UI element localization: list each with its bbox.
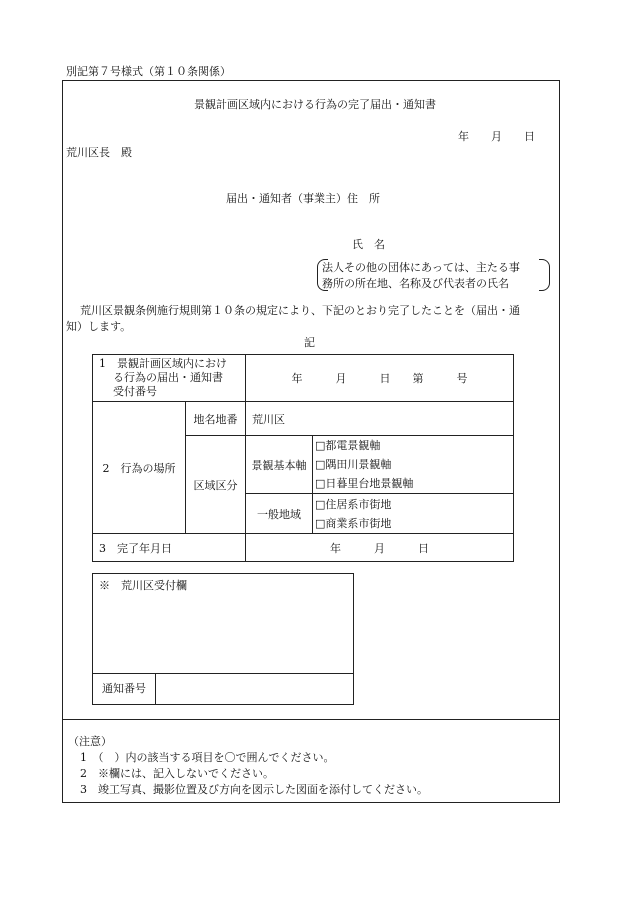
corp-note-line1: 法人その他の団体にあっては、主たる事 [322, 261, 520, 274]
place-name-value[interactable]: 荒川区 [246, 402, 514, 436]
form-number: 別記第７号様式（第１０条関係） [66, 65, 231, 78]
row3-label: 3 完了年月日 [93, 534, 246, 562]
addressee: 荒川区長 殿 [66, 146, 132, 159]
details-table [92, 354, 514, 562]
row1-label-l2: る行為の届出・通知書 [113, 371, 223, 384]
row2-label: 2 行為の場所 [93, 402, 186, 534]
checkbox-toden[interactable]: □都電景観軸 [315, 439, 381, 452]
notes-header: （注意） [68, 735, 112, 748]
corp-note-line2: 務所の所在地、名称及び代表者の氏名 [322, 277, 509, 290]
notification-number-label: 通知番号 [93, 674, 156, 704]
body-line2: 知）します。 [66, 320, 132, 333]
row3-value[interactable]: 年 月 日 [246, 534, 514, 562]
note-item-2: 2 ※欄には、記入しないでください。 [80, 767, 274, 780]
axis-label: 景観基本軸 [246, 436, 313, 494]
row1-label-l3: 受付番号 [113, 385, 157, 398]
date-line: 年 月 日 [458, 130, 535, 143]
row1-value[interactable]: 年 月 日 第 号 [246, 355, 514, 402]
reception-box [92, 573, 354, 705]
form-title: 景観計画区域内における行為の完了届出・通知書 [194, 98, 436, 111]
ki-label: 記 [304, 336, 315, 349]
notification-number-row [93, 673, 353, 704]
general-label: 一般地域 [246, 494, 313, 534]
address-label: 届出・通知者（事業主）住 所 [226, 192, 380, 205]
row1-label [93, 355, 246, 402]
checkbox-commercial[interactable]: □商業系市街地 [315, 516, 392, 530]
row1-label-l1: 1 景観計画区域内におけ [99, 357, 227, 370]
place-name-label: 地名地番 [186, 402, 246, 436]
bracket-right [539, 259, 550, 291]
checkbox-sumidagawa[interactable]: □隅田川景観軸 [315, 458, 392, 471]
reception-title: ※ 荒川区受付欄 [99, 579, 187, 592]
note-item-3: 3 竣工写真、撮影位置及び方向を図示した図面を添付してください。 [80, 783, 428, 796]
name-label: 氏 名 [352, 238, 385, 251]
body-line1: 荒川区景観条例施行規則第１０条の規定により、下記のとおり完了したことを（届出・通 [80, 304, 520, 317]
axis-options [313, 436, 514, 494]
checkbox-nippori[interactable]: □日暮里台地景観軸 [315, 477, 414, 490]
zone-label: 区域区分 [186, 436, 246, 534]
note-item-1: 1 （ ）内の該当する項目を〇で囲んでください。 [80, 751, 335, 764]
checkbox-residential[interactable]: □住居系市街地 [315, 497, 392, 511]
general-options [313, 494, 514, 534]
